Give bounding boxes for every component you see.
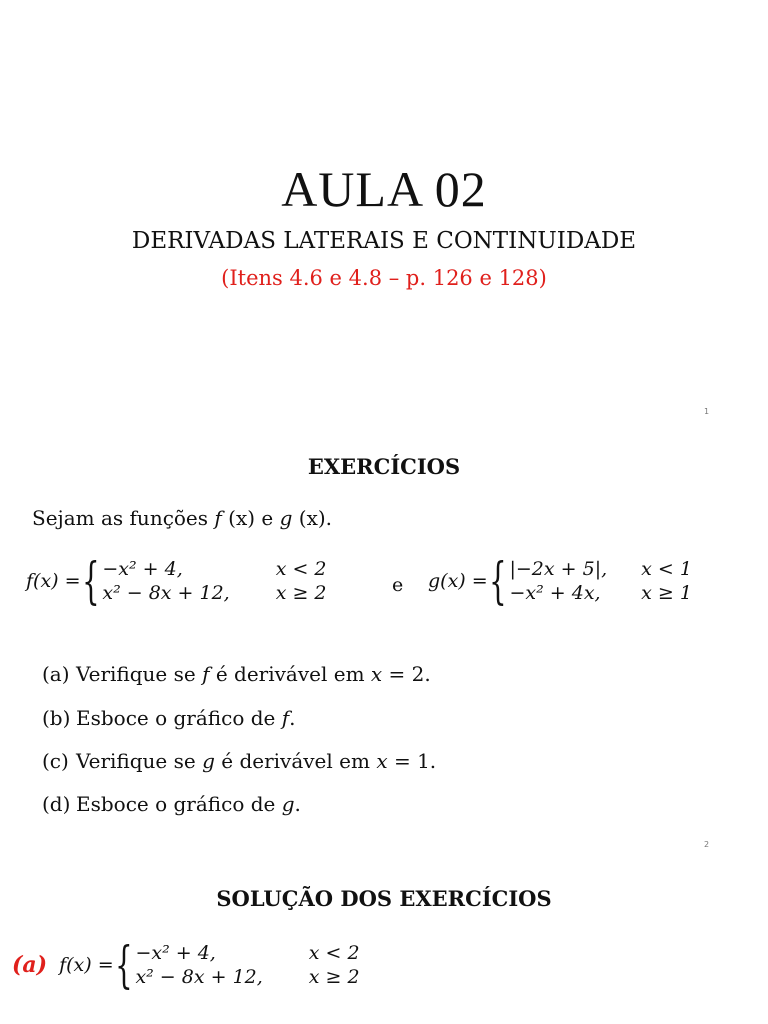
slide-title: AULA 02 (281, 161, 487, 217)
solution-f-case-2-cond: x ≥ 2 (308, 966, 360, 988)
solution-f-lhs: f(x) = (59, 954, 114, 976)
g-lhs: g(x) = (428, 570, 488, 592)
f-case-1-cond: x < 2 (275, 558, 327, 580)
f-case-2-expr: x² − 8x + 12, (102, 582, 230, 604)
brace-icon: { (81, 552, 100, 610)
page-number-1: 1 (704, 407, 710, 416)
solution-f-case-1-expr: −x² + 4, (135, 942, 216, 964)
g-case-1-cond: x < 1 (641, 558, 692, 580)
reference-text: (Itens 4.6 e 4.8 – p. 126 e 128) (221, 266, 547, 290)
exercise-item-b: (b) Esboce o gráfico de f. (42, 706, 296, 730)
exercises-heading: EXERCÍCIOS (307, 454, 461, 479)
intro-text: Sejam as funções f (x) e g (x). (32, 506, 333, 530)
exercise-item-a: (a) Verifique se f é derivável em x = 2. (42, 662, 431, 686)
g-case-2-expr: −x² + 4x, (509, 582, 601, 604)
solution-label-a: (a) (12, 952, 48, 978)
g-case-2-cond: x ≥ 1 (641, 582, 692, 604)
f-definition (26, 552, 327, 610)
page-number-2: 2 (704, 840, 710, 849)
slide-subtitle: DERIVADAS LATERAIS E CONTINUIDADE (131, 228, 637, 254)
g-case-1-expr: |−2x + 5|, (509, 558, 608, 580)
exercise-item-d: (d) Esboce o gráfico de g. (42, 792, 301, 816)
solution-f-case-2-expr: x² − 8x + 12, (135, 966, 263, 988)
f-case-2-cond: x ≥ 2 (275, 582, 327, 604)
solution-heading: SOLUÇÃO DOS EXERCÍCIOS (216, 886, 552, 911)
g-definition (428, 552, 692, 610)
f-case-1-expr: −x² + 4, (102, 558, 183, 580)
solution-f-definition (12, 936, 360, 994)
f-lhs: f(x) = (26, 570, 81, 592)
brace-icon: { (114, 936, 133, 994)
brace-icon: { (488, 552, 507, 610)
exercise-item-c: (c) Verifique se g é derivável em x = 1. (42, 749, 437, 773)
solution-f-case-1-cond: x < 2 (308, 942, 360, 964)
connector-e: e (392, 574, 404, 596)
